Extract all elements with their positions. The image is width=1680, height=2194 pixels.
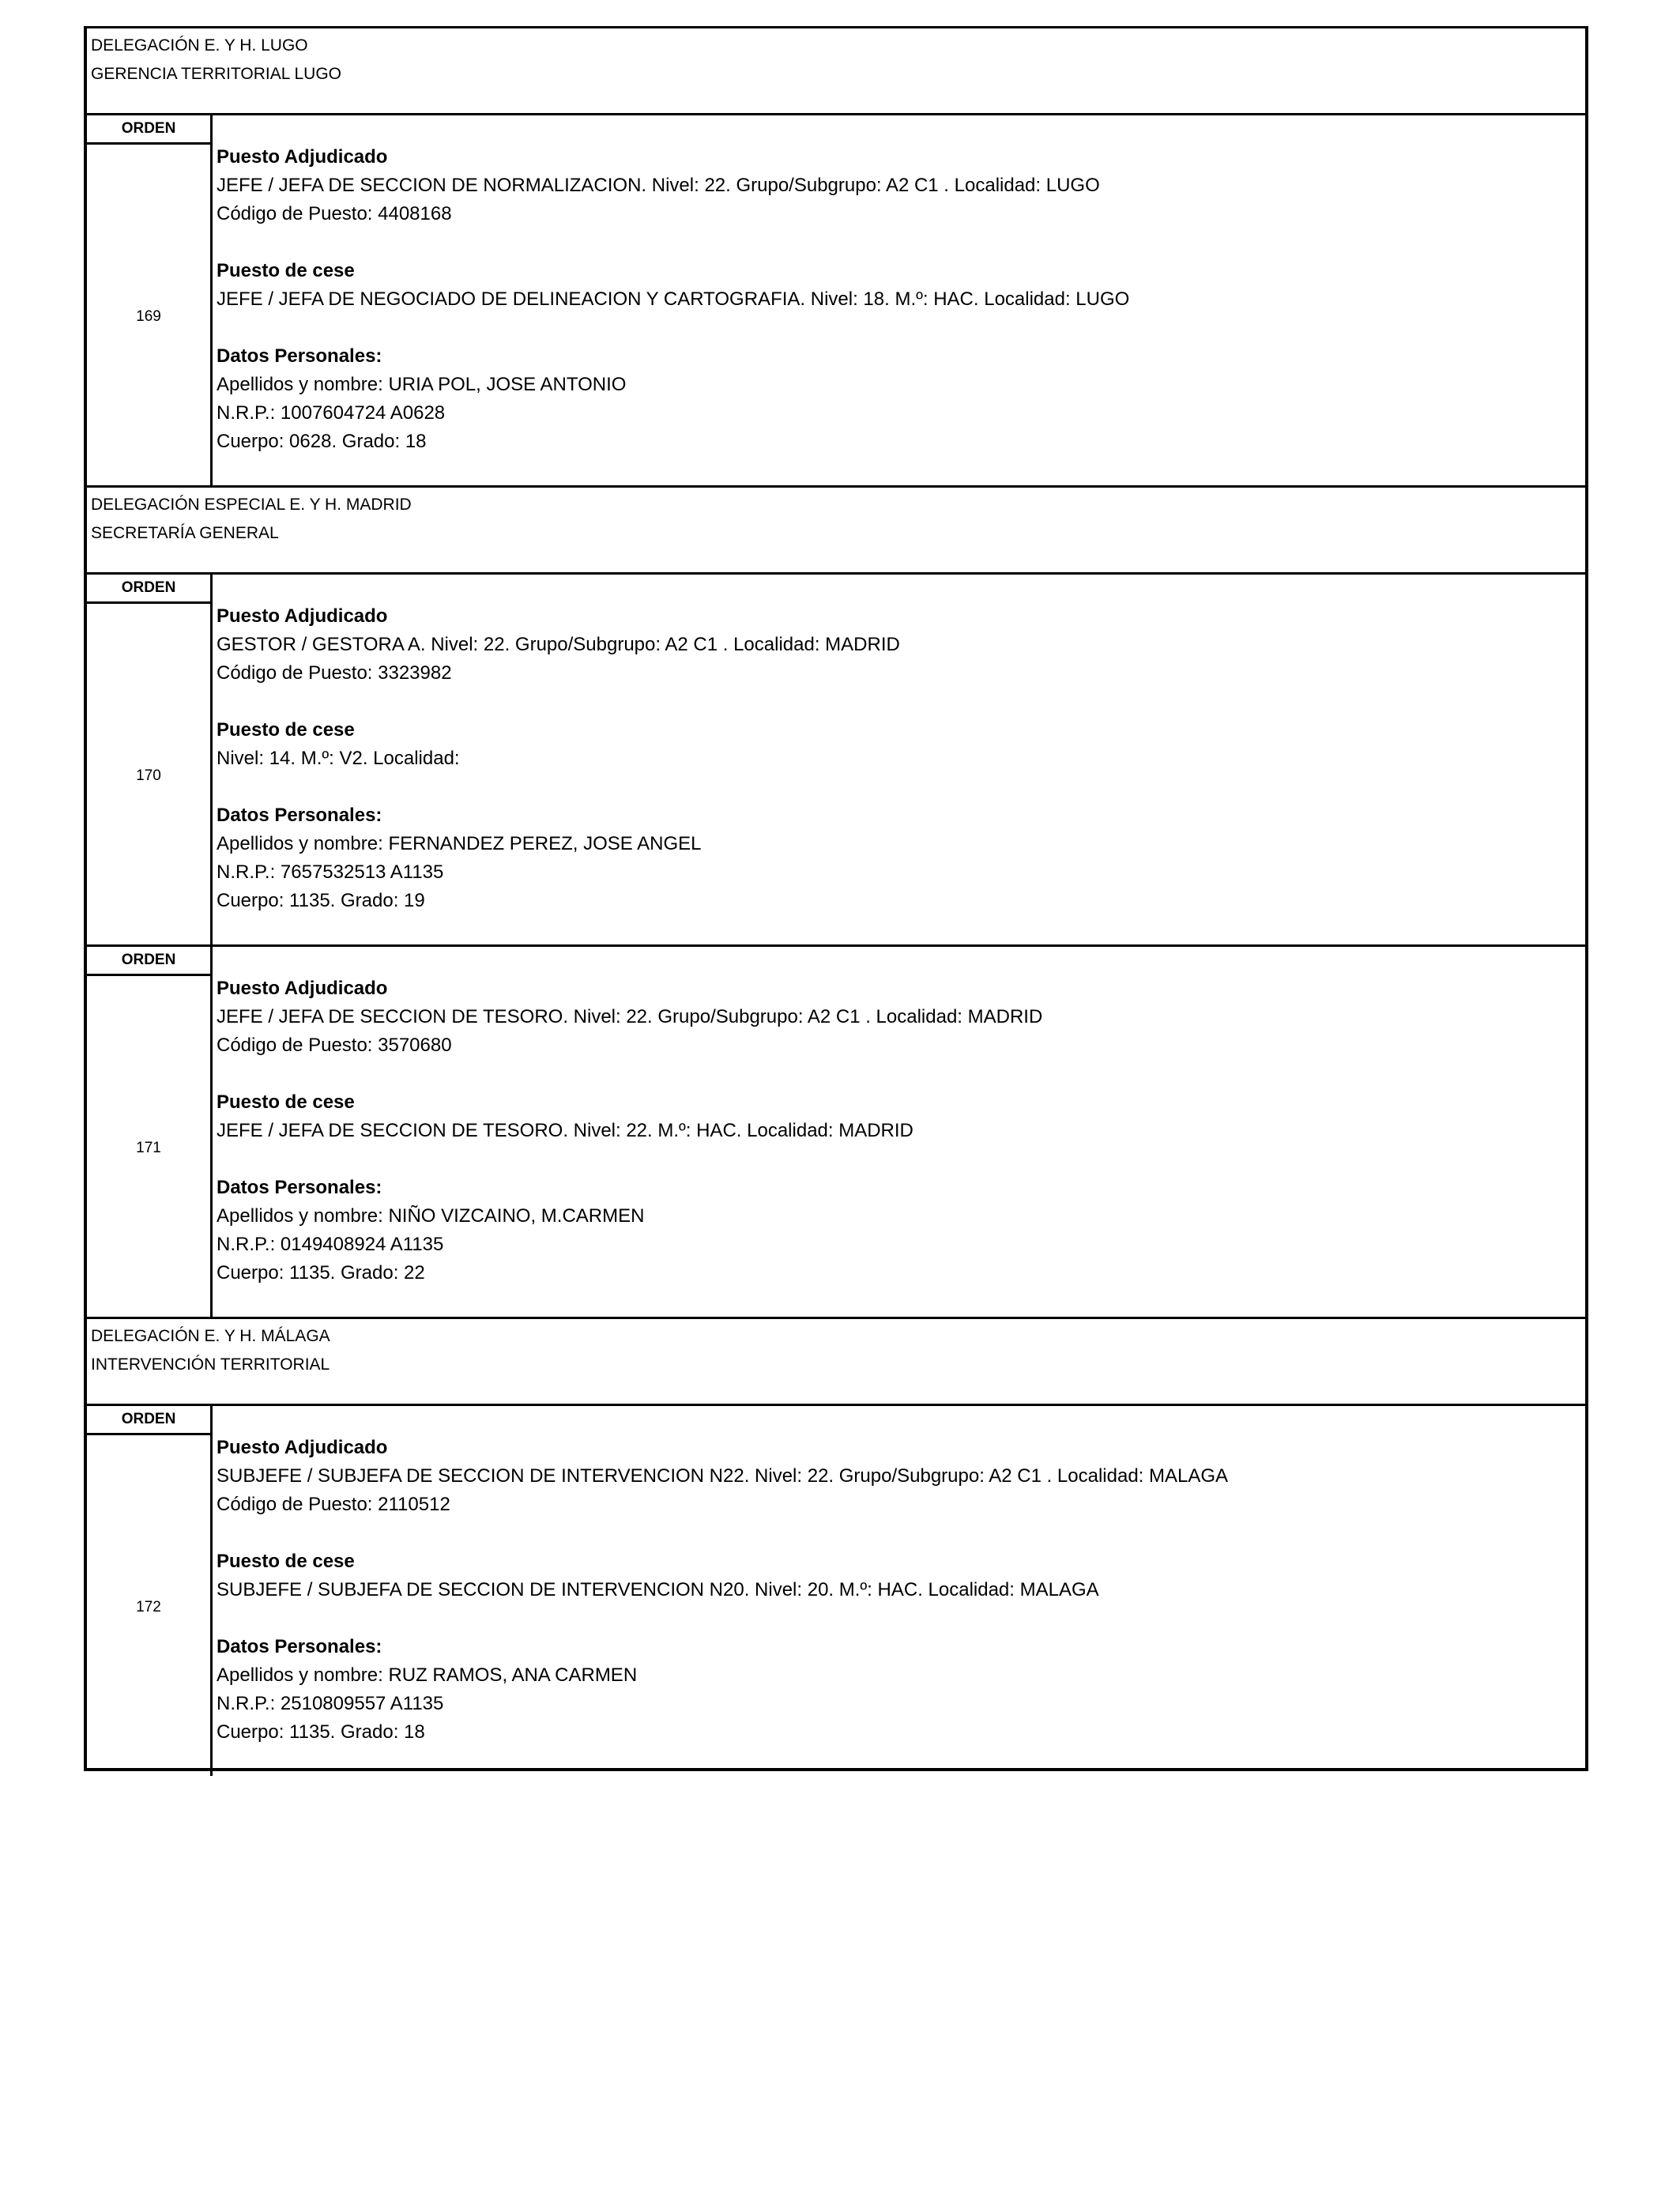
apellidos-nombre: Apellidos y nombre: NIÑO VIZCAINO, M.CARMEN (217, 1205, 645, 1227)
table-row (87, 947, 1585, 1319)
datos-title: Datos Personales: (217, 345, 382, 367)
codigo-puesto: Código de Puesto: 3570680 (217, 1035, 452, 1056)
table-row (87, 575, 1585, 947)
section-header (87, 28, 1585, 115)
delegacion-name: DELEGACIÓN E. Y H. MÁLAGA (91, 1327, 330, 1345)
entry-details (213, 575, 1585, 944)
unit-name: GERENCIA TERRITORIAL LUGO (91, 65, 342, 83)
orden-number: 172 (136, 1598, 161, 1615)
nrp: N.R.P.: 2510809557 A1135 (217, 1693, 444, 1714)
cuerpo-grado: Cuerpo: 0628. Grado: 18 (217, 431, 427, 452)
orden-column (87, 575, 213, 944)
orden-label: ORDEN (87, 115, 210, 145)
nrp: N.R.P.: 1007604724 A0628 (217, 402, 446, 424)
orden-number: 169 (136, 307, 161, 325)
cese-title: Puesto de cese (217, 1091, 355, 1113)
codigo-puesto: Código de Puesto: 3323982 (217, 662, 452, 684)
table-row (87, 115, 1585, 488)
spacer (217, 228, 1585, 257)
delegacion-name: DELEGACIÓN E. Y H. LUGO (91, 36, 308, 55)
cese-description: SUBJEFE / SUBJEFA DE SECCION DE INTERVENCION N20. Nivel: 20. M.º: HAC. Localidad: MALAGA (217, 1579, 1099, 1600)
delegacion-name: DELEGACIÓN ESPECIAL E. Y H. MADRID (91, 496, 412, 514)
spacer (217, 773, 1585, 801)
adjudicado-description: JEFE / JEFA DE SECCION DE TESORO. Nivel: 22. Grupo/Subgrupo: A2 C1 . Localidad: MADRID (217, 1006, 1043, 1027)
cese-title: Puesto de cese (217, 719, 355, 741)
codigo-puesto: Código de Puesto: 2110512 (217, 1494, 450, 1515)
datos-title: Datos Personales: (217, 1636, 382, 1657)
apellidos-nombre: Apellidos y nombre: RUZ RAMOS, ANA CARMEN (217, 1664, 638, 1686)
cese-description: JEFE / JEFA DE NEGOCIADO DE DELINEACION Y CARTOGRAFIA. Nivel: 18. M.º: HAC. Localidad: LUGO (217, 288, 1130, 310)
spacer (217, 1604, 1585, 1633)
orden-number: 170 (136, 767, 161, 784)
table-row (87, 1406, 1585, 1776)
adjudicado-description: SUBJEFE / SUBJEFA DE SECCION DE INTERVENCION N22. Nivel: 22. Grupo/Subgrupo: A2 C1 . Localidad: MALAGA (217, 1465, 1229, 1487)
section-header (87, 1319, 1585, 1406)
adjudicado-title: Puesto Adjudicado (217, 1437, 388, 1458)
spacer (217, 1060, 1585, 1088)
cuerpo-grado: Cuerpo: 1135. Grado: 18 (217, 1721, 425, 1743)
orden-number: 171 (136, 1139, 161, 1156)
adjudicado-description: JEFE / JEFA DE SECCION DE NORMALIZACION. Nivel: 22. Grupo/Subgrupo: A2 C1 . Localidad: LUGO (217, 175, 1100, 196)
orden-label: ORDEN (87, 575, 210, 604)
spacer (217, 314, 1585, 342)
entry-details (213, 115, 1585, 485)
datos-title: Datos Personales: (217, 805, 382, 826)
nrp: N.R.P.: 0149408924 A1135 (217, 1234, 444, 1255)
datos-title: Datos Personales: (217, 1177, 382, 1198)
apellidos-nombre: Apellidos y nombre: URIA POL, JOSE ANTONIO (217, 374, 627, 395)
cese-description: Nivel: 14. M.º: V2. Localidad: (217, 748, 460, 769)
unit-name: INTERVENCIÓN TERRITORIAL (91, 1355, 330, 1374)
adjudicado-description: GESTOR / GESTORA A. Nivel: 22. Grupo/Subgrupo: A2 C1 . Localidad: MADRID (217, 634, 900, 655)
adjudicado-title: Puesto Adjudicado (217, 978, 388, 999)
codigo-puesto: Código de Puesto: 4408168 (217, 203, 452, 224)
cese-description: JEFE / JEFA DE SECCION DE TESORO. Nivel: 22. M.º: HAC. Localidad: MADRID (217, 1120, 913, 1141)
orden-label: ORDEN (87, 1406, 210, 1435)
cese-title: Puesto de cese (217, 1551, 355, 1572)
section-header (87, 488, 1585, 575)
orden-label: ORDEN (87, 947, 210, 976)
adjudicado-title: Puesto Adjudicado (217, 146, 388, 168)
spacer (217, 1519, 1585, 1547)
cuerpo-grado: Cuerpo: 1135. Grado: 19 (217, 890, 425, 911)
resolution-table (84, 26, 1588, 1771)
spacer (217, 1145, 1585, 1174)
entry-details (213, 947, 1585, 1317)
nrp: N.R.P.: 7657532513 A1135 (217, 861, 444, 883)
adjudicado-title: Puesto Adjudicado (217, 605, 388, 627)
cuerpo-grado: Cuerpo: 1135. Grado: 22 (217, 1262, 425, 1284)
apellidos-nombre: Apellidos y nombre: FERNANDEZ PEREZ, JOSE ANGEL (217, 833, 702, 854)
orden-column (87, 947, 213, 1317)
unit-name: SECRETARÍA GENERAL (91, 524, 279, 542)
orden-column (87, 1406, 213, 1776)
entry-details (213, 1406, 1585, 1776)
spacer (217, 688, 1585, 716)
orden-column (87, 115, 213, 485)
cese-title: Puesto de cese (217, 260, 355, 281)
